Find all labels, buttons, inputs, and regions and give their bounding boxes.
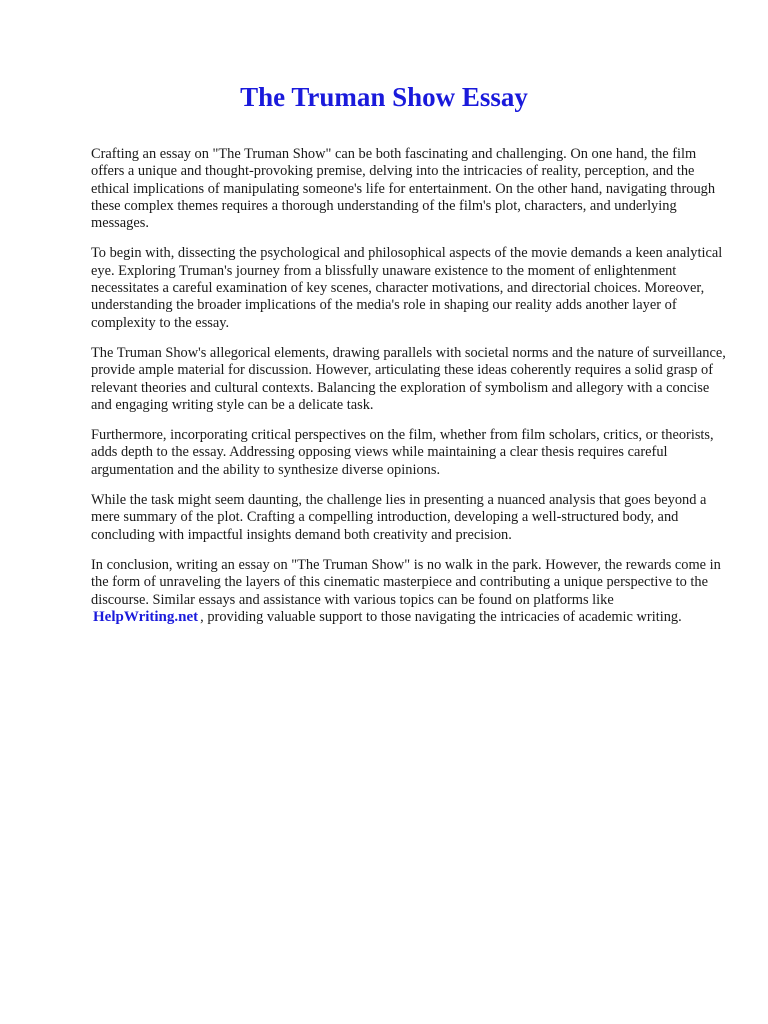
paragraph-5: While the task might seem daunting, the challenge lies in presenting a nuanced analysis that goes beyond a mere summary of the plot. Crafting a compelling introduction, developing a well-structured body, and concluding with impactful insights demand both creativity and precision. [91,492,707,543]
helpwriting-link[interactable]: HelpWriting.net [93,608,199,625]
paragraph-1: Crafting an essay on "The Truman Show" can be both fascinating and challenging. On one hand, the film offers a unique and thought-provoking premise, delving into the intricacies of reality, perception, and the ethical implications of manipulating someone's life for entertainment. On the other hand, navigating through these complex themes requires a thorough understanding of the film's plot, characters, and underlying messages. [91,146,716,232]
paragraph-3: The Truman Show's allegorical elements, drawing parallels with societal norms and the nature of surveillance, provide ample material for discussion. However, articulating these ideas coherently requires a solid grasp of relevant theories and cultural contexts. Balancing the exploration of symbolism and allegory with a concise and engaging writing style can be a delicate task. [91,344,726,413]
paragraph-2: To begin with, dissecting the psychological and philosophical aspects of the movie demands a keen analytical eye. Exploring Truman's journey from a blissfully unaware existence to the moment of enlightenment necessitates a careful examination of key scenes, character motivations, and directorial choices. Moreover, understanding the broader implications of the media's role in shaping our reality adds another layer of complexity to the essay. [91,245,723,331]
conclusion-text-after-link: , providing valuable support to those navigating the intricacies of academic writing. [200,608,682,625]
page-title: The Truman Show Essay [240,82,528,112]
paragraph-4: Furthermore, incorporating critical perspectives on the film, whether from film scholars, critics, or theorists, adds depth to the essay. Addressing opposing views while maintaining a clear thesis requires careful argumentation and the ability to synthesize diverse opinions. [91,427,714,478]
conclusion-text-before-link: In conclusion, writing an essay on "The Truman Show" is no walk in the park. However, the rewards come in the form of unraveling the layers of this cinematic masterpiece and contributing a unique perspective to the discourse. Similar essays and assistance with various topics can be found on platforms like [91,556,721,608]
paragraph-conclusion [91,557,729,626]
essay-body [91,146,729,639]
